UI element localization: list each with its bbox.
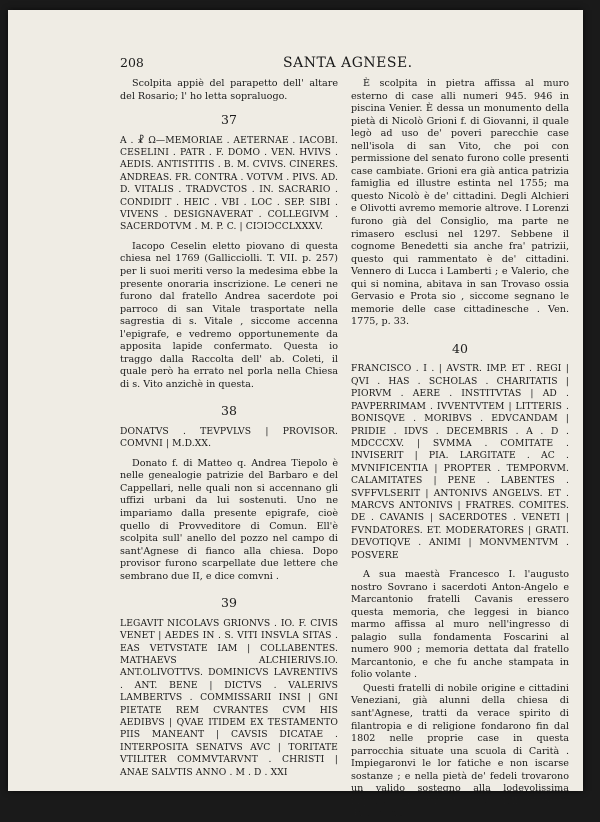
commentary-38: Donato f. di Matteo q. Andrea Tiepolo è nelle genealogie patrizie del Barbaro e del Cappellari, nelle quali non si accennano gli uffizi urbani da lui sostenuti. Uno ne impariamo dalla presente epigrafe, cioè quello di Provveditore di Comun. Ell'è scolpita sull' anello del pozzo nel campo di sant'Agnese di fianco alla chiesa. Dopo provisor furono scarpellate due lettere che sembrano due II, e dice comvni . xyxy=(120,457,338,582)
book-page xyxy=(8,10,583,820)
inscription-40-text: FRANCISCO . I . | AVSTR. IMP. ET . REGI | QVI . HAS . SCHOLAS . CHARITATIS | PIORVM . AERE . INSTITVTAS | AD . PAVPERRIMAM . IVVENTVTEM | LITTERIS . BONISQVE . MORIBVS . EDVCANDAM | PRIDIE . IDVS . DECEMBRIS . A . D . MDCCCXV. | SVMMA . COMITATE . INVISERIT | PIA. LARGITATE . AC . MVNIFICENTIA | PROPTER . TEMPORVM. CALAMITATES | PENE . LABENTES . SVFFVLSERIT | ANTONIVS ANGELVS. ET . MARCVS ANTONIVS | FRATRES. COMITES. DE . CAVANIS | SACERDOTES . VENETI | FVNDATORES. ET. MODERATORES | GRATI. DEVOTIQVE . ANIMI | MONVMENTVM . POSVERE xyxy=(351,363,569,561)
inscription-number-39: 39 xyxy=(221,595,237,611)
inscription-number-37: 37 xyxy=(221,112,237,128)
page-number: 208 xyxy=(120,55,144,70)
commentary-37: Iacopo Ceselin eletto piovano di questa chiesa nel 1769 (Gallicciolli. T. VII. p. 257) per li suoi meriti verso la medesima ebbe la presente onoraria inscrizione. Le ceneri ne furono dal fratello Andrea sacerdote poi parroco di san Vitale trasportate nella sagrestia di s. Vitale , siccome accenna l'epigrafe, e vedremo opportunemente da apposita lapide confermato. Questa io traggo dalla Raccolta dell' ab. Coleti, il quale però ha errato nel porla nella Chiesa di s. Vito anzichè in questa. xyxy=(120,240,338,390)
right-column xyxy=(351,78,569,822)
inscription-37-text: A . ☧ Ω—MEMORIAE . AETERNAE . IACOBI. CESELINI . PATR . F. DOMO . VEN. HVIVS . AEDIS. ANTISTITIS . B. M. CVIVS. CINERES. ANDREAS. FR. CONTRA . VOTVM . PIVS. AD. D. VITALIS . TRADVCTOS . IN. SACRARIO . CONDIDIT . HEIC . VBI . LOC . SEP. SIBI . VIVENS . DESIGNAVERAT . COLLEGIVM . SACERDOTVM . M. P. C. | CIϽIϽCCLXXXV. xyxy=(120,134,338,233)
running-title: SANTA AGNESE. xyxy=(283,55,413,71)
commentary-39: È scolpita in pietra affissa al muro esterno di case alli numeri 945. 946 in piscina Venier. È dessa un monumento della pietà di Nicolò Grioni f. di Giovanni, il quale legò ad uso de' poveri parecchie case nell'isola di san Vito, che poi con permissione del senato furono colle presenti case cambiate. Grioni era già antica patrizia famiglia ed illustre estinta nel 1755; ma questo Nicolò è de' cittadini. Degli Alchieri e Olivotti avremo memorie altrove. I Lorenzi furono già del Consiglio, ma parte ne rimasero esclusi nel 1297. Sebbene il cognome Benedetti sia anche fra' patrizii, questo qui rammentato è de' cittadini. Vennero di Lucca i Lamberti ; e Valerio, che qui si nomina, abitava in san Trovaso ossia Gervasio e Prota sio , siccome segnano le memorie delle case cittadinesche . Ven. 1775, p. 33. xyxy=(351,78,569,328)
commentary-40-part-2: Questi fratelli di nobile origine e cittadini Veneziani, già alunni della chiesa di sant'Agnese, tratti da verace spirito di filantropia e di religione fondarono fin dal 1802 nelle proprie case in questa parrocchia situate una scuola di Carità . Impiegaronvi le lor fatiche e non iscarse sostanze ; e nella pietà de' fedeli trovarono un valido sostegno alla lodevolissima impresa . Cresciuto il numero della gioventù da essi rac- xyxy=(351,682,569,820)
inscription-39-text: LEGAVIT NICOLAVS GRIONVS . IO. F. CIVIS VENET | AEDES IN . S. VITI INSVLA SITAS . EAS VETVSTATE IAM | COLLABENTES. MATHAEVS ALCHIERIVS.IO. ANT.OLIVOTTVS. DOMINICVS LAVRENTIVS . ANT. BENE | DICTVS . VALERIVS LAMBERTVS . COMMISSARII INSI | GNI PIETATE REM CVRANTES CVM HIS AEDIBVS | QVAE ITIDEM EX TESTAMENTO PIIS MANEANT | CAVSIS DICATAE . INTERPOSITA SENATVS AVC | TORITATE VTILITER COMMVTARVNT . CHRISTI | ANAE SALVTIS ANNO . M . D . XXI xyxy=(120,617,338,778)
inscription-number-38: 38 xyxy=(221,403,237,419)
inscription-38-text: DONATVS . TEVPVLVS | PROVISOR. COMVNI | M.D.XX. xyxy=(120,426,338,450)
intro-paragraph: Scolpita appiè del parapetto dell' altare del Rosario; l' ho letta sopraluogo. xyxy=(120,78,338,102)
commentary-40-part-1: A sua maestà Francesco I. l'augusto nostro Sovrano i sacerdoti Anton-Angelo e Marcantonio fratelli Cavanis eressero questa memoria, che leggesi in bianco marmo affissa al muro nell'ingresso di palagio sulla fondamenta Foscarini al numero 900 ; memoria dettata dal fratello Marcantonio, e che fu anche stampata in folio volante . xyxy=(351,568,569,681)
inscription-number-40: 40 xyxy=(452,340,468,356)
running-header xyxy=(8,55,583,71)
left-column xyxy=(120,78,338,780)
